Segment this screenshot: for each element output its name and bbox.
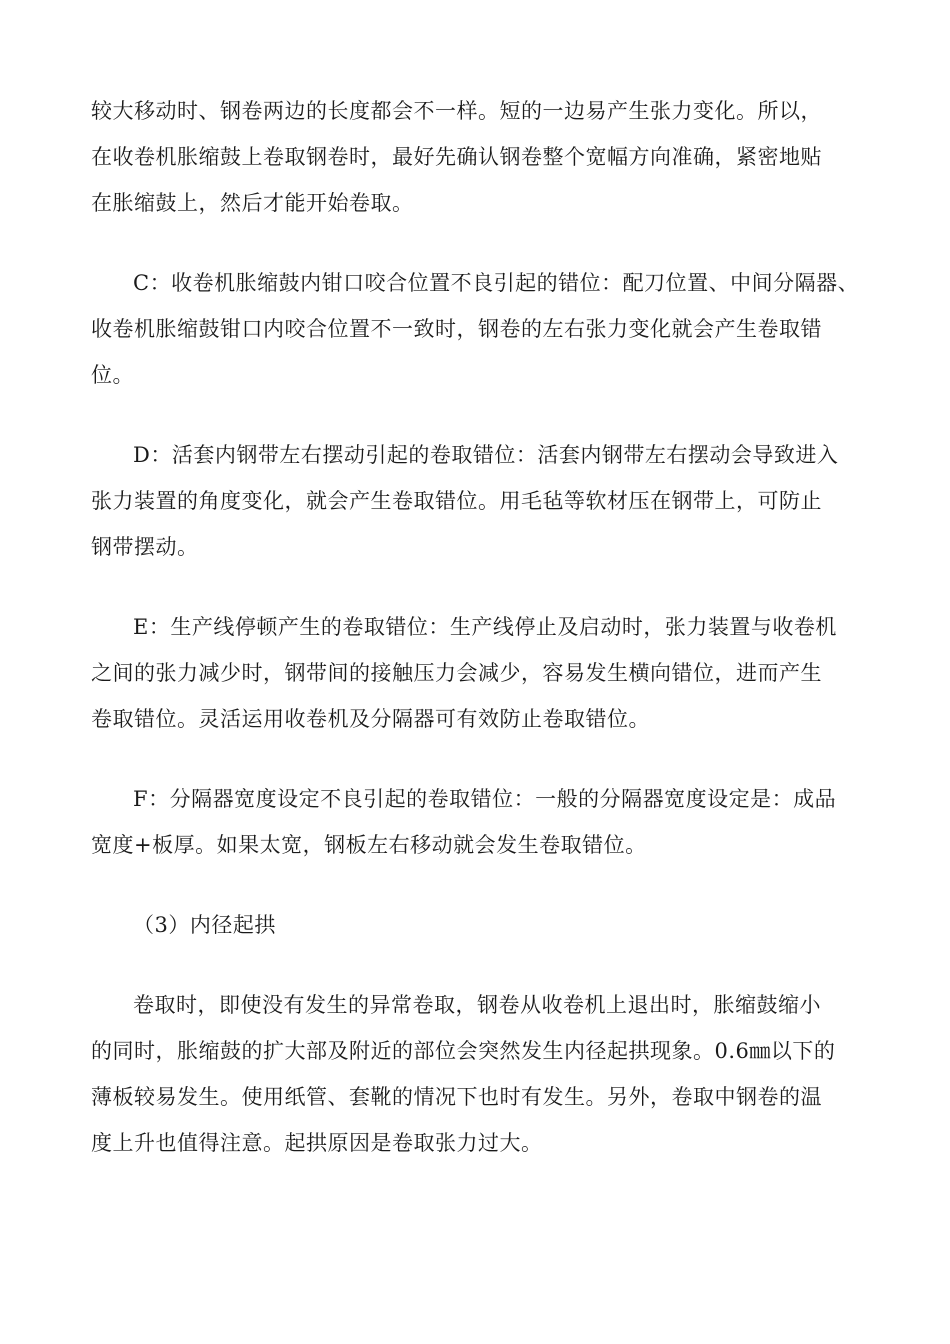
text-line: 钢带摆动。	[91, 535, 199, 559]
text-line: C：收卷机胀缩鼓内钳口咬合位置不良引起的错位：配刀位置、中间分隔器、	[133, 271, 860, 295]
paragraph-inner-diameter	[91, 982, 861, 1166]
text-line: 卷取错位。灵活运用收卷机及分隔器可有效防止卷取错位。	[91, 707, 650, 731]
heading-text: （3）内径起拱	[133, 913, 276, 937]
text-line: 较大移动时、钢卷两边的长度都会不一样。短的一边易产生张力变化。所以，	[91, 99, 822, 123]
paragraph-item-f	[91, 776, 861, 868]
text-line: 位。	[91, 363, 134, 387]
text-line: 卷取时，即使没有发生的异常卷取，钢卷从收卷机上退出时，胀缩鼓缩小	[133, 993, 821, 1017]
paragraph-item-c	[91, 260, 861, 398]
section-heading-3	[91, 902, 861, 948]
paragraph-item-d	[91, 432, 861, 570]
text-line: 宽度+板厚。如果太宽，钢板左右移动就会发生卷取错位。	[91, 833, 647, 857]
paragraph-continuation	[91, 88, 861, 226]
text-line: 在收卷机胀缩鼓上卷取钢卷时，最好先确认钢卷整个宽幅方向准确，紧密地贴	[91, 145, 822, 169]
text-line: F：分隔器宽度设定不良引起的卷取错位：一般的分隔器宽度设定是：成品	[133, 787, 837, 811]
text-line: E：生产线停顿产生的卷取错位：生产线停止及启动时，张力装置与收卷机	[133, 615, 837, 639]
text-line: 薄板较易发生。使用纸管、套靴的情况下也时有发生。另外，卷取中钢卷的温	[91, 1085, 822, 1109]
text-line: D：活套内钢带左右摆动引起的卷取错位：活套内钢带左右摆动会导致进入	[133, 443, 839, 467]
text-line: 度上升也值得注意。起拱原因是卷取张力过大。	[91, 1131, 543, 1155]
paragraph-item-e	[91, 604, 861, 742]
text-line: 张力装置的角度变化，就会产生卷取错位。用毛毡等软材压在钢带上，可防止	[91, 489, 822, 513]
text-line: 在胀缩鼓上，然后才能开始卷取。	[91, 191, 414, 215]
text-line: 的同时，胀缩鼓的扩大部及附近的部位会突然发生内径起拱现象。0.6㎜以下的	[91, 1039, 836, 1063]
text-line: 之间的张力减少时，钢带间的接触压力会减少，容易发生横向错位，进而产生	[91, 661, 822, 685]
text-line: 收卷机胀缩鼓钳口内咬合位置不一致时，钢卷的左右张力变化就会产生卷取错	[91, 317, 822, 341]
document-body	[91, 88, 861, 1200]
